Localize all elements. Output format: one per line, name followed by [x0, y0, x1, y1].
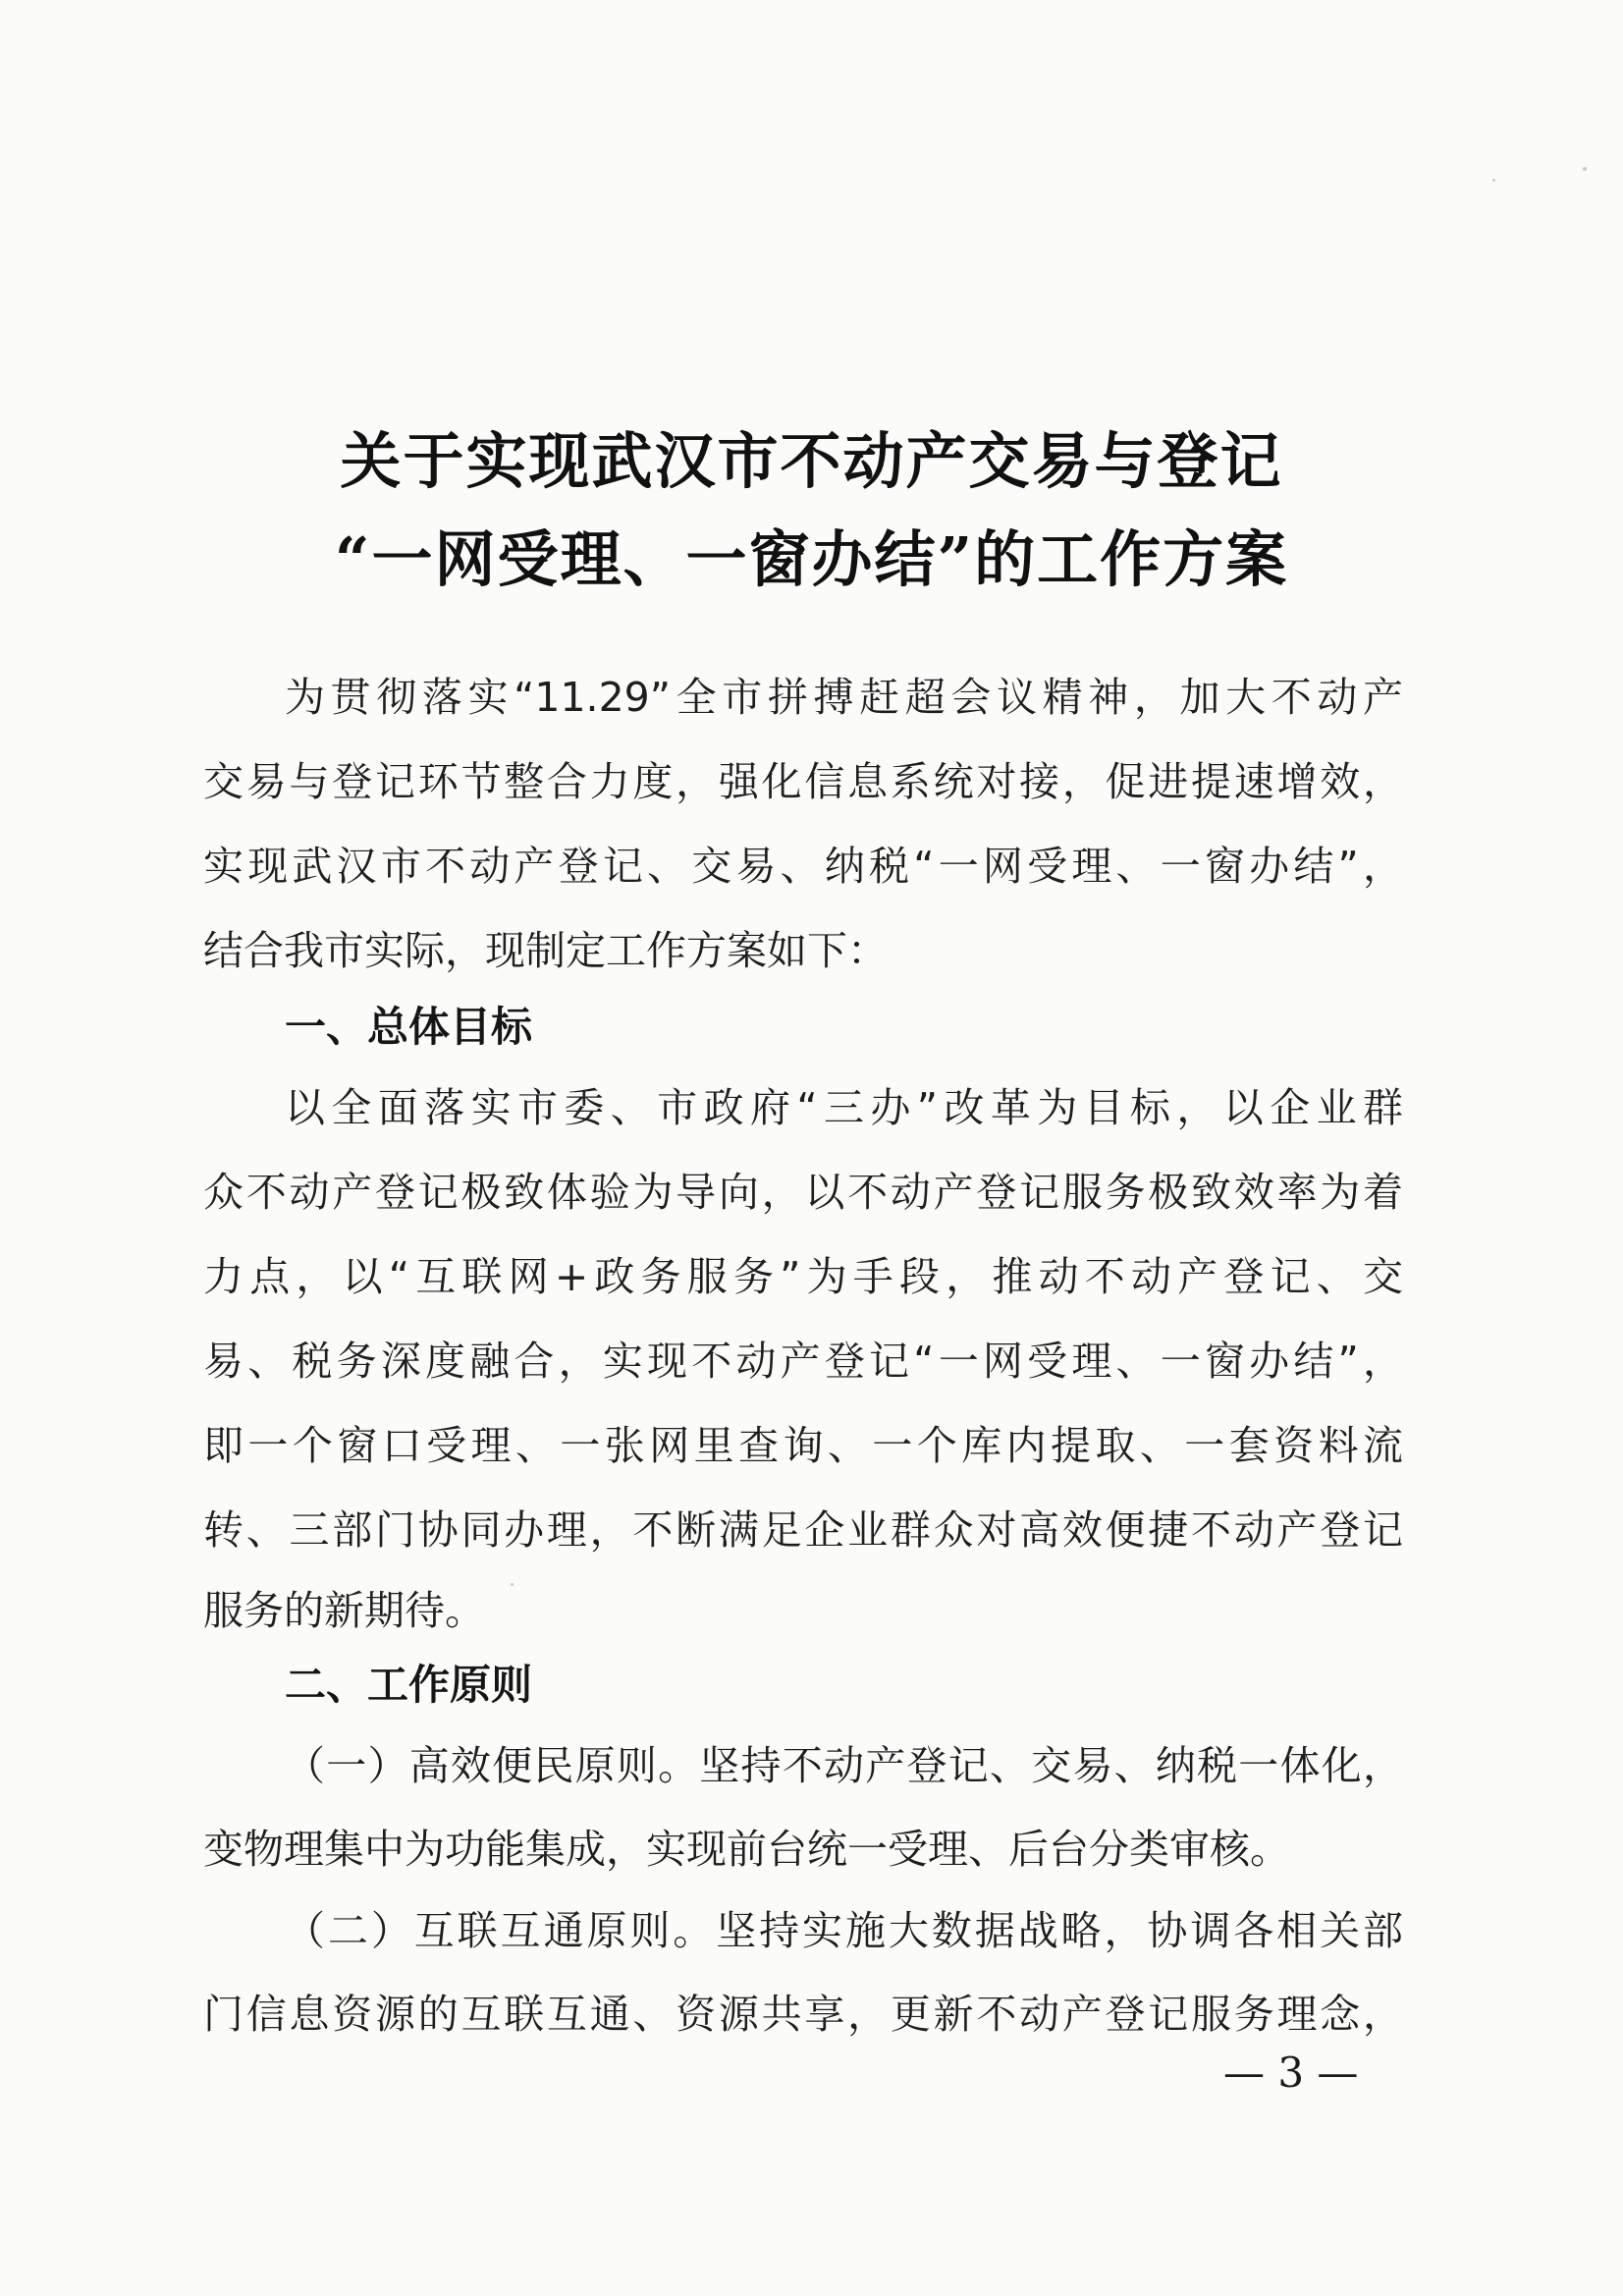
paragraph-intro-line: 交易与登记环节整合力度，强化信息系统对接，促进提速增效， — [203, 758, 1403, 805]
paragraph-goal-line: 即一个窗口受理、一张网里查询、一个库内提取、一套资料流 — [203, 1422, 1403, 1469]
scan-speck — [1492, 179, 1495, 182]
paragraph-intro-line: 实现武汉市不动产登记、交易、纳税“一网受理、一窗办结”， — [203, 843, 1403, 890]
paragraph-intro-line: 结合我市实际，现制定工作方案如下： — [203, 927, 888, 974]
paragraph-principle-2-line: （二）互联互通原则。坚持实施大数据战略，协调各相关部 — [285, 1907, 1403, 1954]
paragraph-goal-line: 服务的新期待。 — [203, 1587, 485, 1634]
paragraph-goal-line: 易、税务深度融合，实现不动产登记“一网受理、一窗办结”， — [203, 1338, 1403, 1385]
paragraph-principle-1-line: （一）高效便民原则。坚持不动产登记、交易、纳税一体化， — [285, 1742, 1403, 1789]
scan-speck — [1583, 167, 1587, 171]
paragraph-principle-2-line: 门信息资源的互联互通、资源共享，更新不动产登记服务理念， — [203, 1991, 1403, 2038]
document-title-line-1: 关于实现武汉市不动产交易与登记 — [340, 425, 1283, 497]
section-heading-overall-goal: 一、总体目标 — [285, 1003, 533, 1051]
paragraph-goal-line: 转、三部门协同办理，不断满足企业群众对高效便捷不动产登记 — [203, 1506, 1403, 1554]
paragraph-goal-line: 力点，以“互联网+政务服务”为手段，推动不动产登记、交 — [203, 1253, 1403, 1300]
paragraph-intro-line: 为贯彻落实“11.29”全市拼搏赶超会议精神，加大不动产 — [285, 674, 1403, 721]
scan-speck — [511, 1583, 514, 1586]
page-number: — 3 — — [1223, 2049, 1359, 2097]
document-title-line-2: “一网受理、一窗办结”的工作方案 — [334, 523, 1289, 595]
paragraph-goal-line: 众不动产登记极致体验为导向，以不动产登记服务极致效率为着 — [203, 1169, 1403, 1216]
paragraph-principle-1-line: 变物理集中为功能集成，实现前台统一受理、后台分类审核。 — [203, 1826, 1290, 1873]
section-heading-work-principles: 二、工作原则 — [285, 1661, 533, 1709]
paragraph-goal-line: 以全面落实市委、市政府“三办”改革为目标，以企业群 — [285, 1084, 1403, 1131]
